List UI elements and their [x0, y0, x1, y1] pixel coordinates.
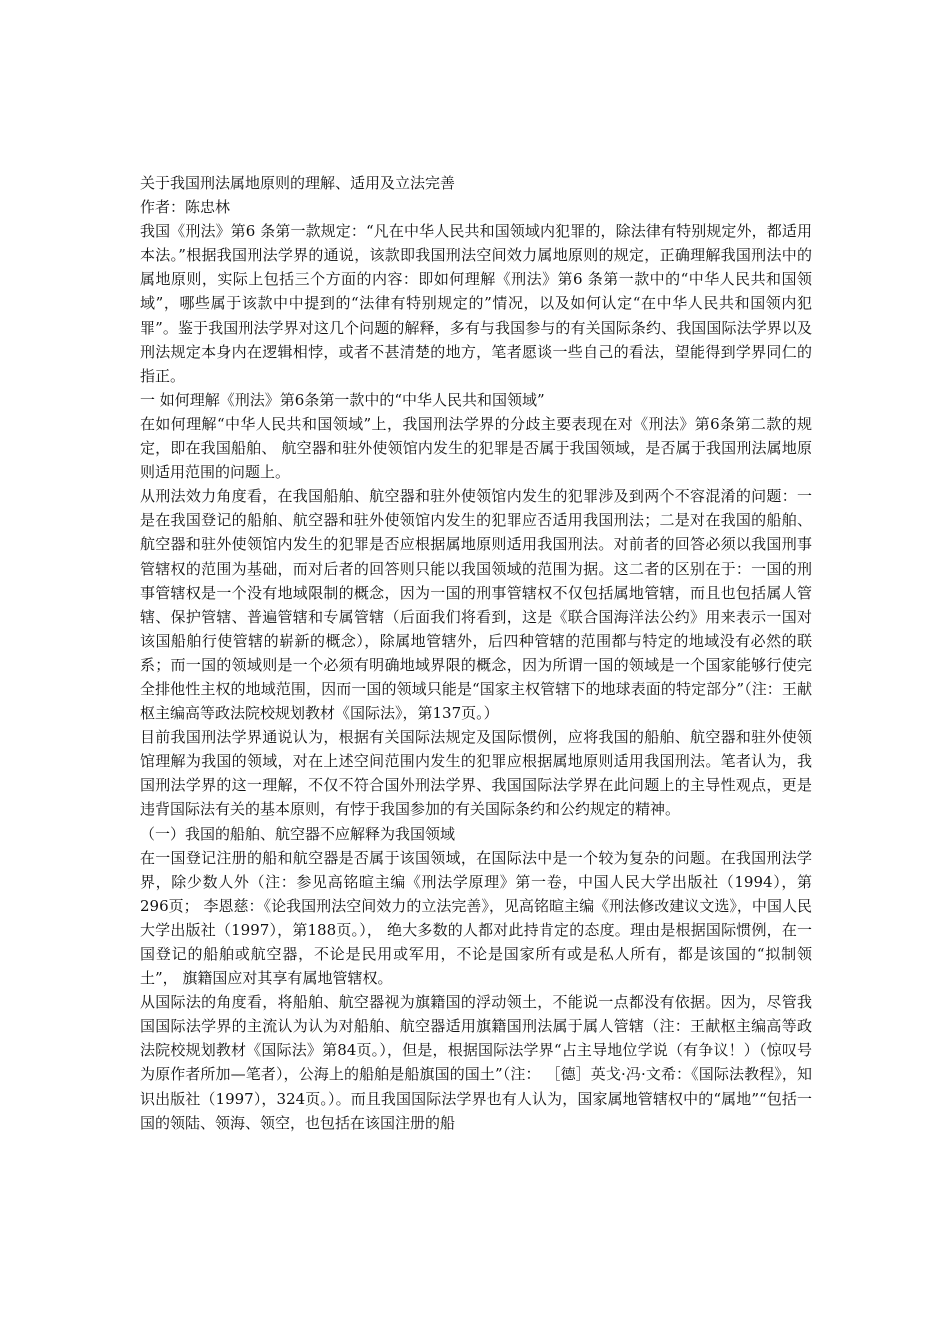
document-author: 作者：陈忠林 — [140, 198, 231, 217]
paragraph: 从国际法的角度看，将船舶、航空器视为旗籍国的浮动领土，不能说一点都没有依据。因为，尽管我国国际法学界的主流认为认为对船舶、航空器适用旗籍国刑法属于属人管辖（注：王献枢主编高等政法院校规划教材《国际法》第84页。），但是，根据国际法学界“占主导地位学说（有争议！）（惊叹号为原作者所加—笔者），公海上的船舶是船旗国的国土”（注： ［德］英戈·冯·文希：《国际法教程》，知识出版社（1997），324页。）。而且我国国际法学界也有人认为，国家属地管辖权中的“属地”“包括一国的领陆、领海、领空，也包括在该国注册的船 — [140, 993, 812, 1132]
paragraph: 我国《刑法》第6 条第一款规定：“凡在中华人民共和国领域内犯罪的，除法律有特别规定外，都适用本法。”根据我国刑法学界的通说，该款即我国刑法空间效力属地原则的规定，正确理解我国刑法中的属地原则，实际上包括三个方面的内容：即如何理解《刑法》第6 条第一款中的“中华人民共和国领域”，哪些属于该款中中提到的“法律有特别规定的”情况，以及如何认定“在中华人民共和国领内犯罪”。鉴于我国刑法学界对这几个问题的解释，多有与我国参与的有关国际条约、我国国际法学界以及刑法规定本身内在逻辑相悖，或者不甚清楚的地方，笔者愿谈一些自己的看法，望能得到学界同仁的指正。 — [140, 222, 812, 385]
document-body — [140, 171, 812, 1135]
section-heading: 一 如何理解《刑法》第6条第一款中的“中华人民共和国领域” — [140, 390, 545, 409]
document-title: 关于我国刑法属地原则的理解、适用及立法完善 — [140, 174, 456, 192]
paragraph: 在一国登记注册的船和航空器是否属于该国领域，在国际法中是一个较为复杂的问题。在我国刑法学界，除少数人外（注：参见高铭暄主编《刑法学原理》第一卷，中国人民大学出版社（1994），第296页； 李恩慈：《论我国刑法空间效力的立法完善》，见高铭暄主编《刑法修改建议文选》，中国人民大学出版社（1997），第188页。）， 绝大多数的人都对此持肯定的态度。理由是根据国际惯例，在一国登记的船舶或航空器，不论是民用或军用，不论是国家所有或是私人所有，都是该国的“拟制领土”， 旗籍国应对其享有属地管辖权。 — [140, 848, 812, 988]
paragraph: 目前我国刑法学界通说认为，根据有关国际法规定及国际惯例，应将我国的船舶、航空器和驻外使领馆理解为我国的领域，对在上述空间范围内发生的犯罪应根据属地原则适用我国刑法。笔者认为，我国刑法学界的这一理解，不仅不符合国外刑法学界、我国国际法学界在此问题上的主导性观点，更是违背国际法有关的基本原则，有悖于我国参加的有关国际条约和公约规定的精神。 — [140, 728, 812, 819]
paragraph: 在如何理解“中华人民共和国领域”上，我国刑法学界的分歧主要表现在对《刑法》第6条第二款的规定，即在我国船舶、 航空器和驻外使领馆内发生的犯罪是否属于我国领域，是否属于我国刑法属地原则适用范围的问题上。 — [140, 414, 812, 482]
subsection-heading: （一）我国的船舶、航空器不应解释为我国领域 — [140, 824, 456, 843]
paragraph: 从刑法效力角度看，在我国船舶、航空器和驻外使领馆内发生的犯罪涉及到两个不容混淆的问题：一是在我国登记的船舶、航空器和驻外使领馆内发生的犯罪应否适用我国刑法；二是对在我国的船舶、航空器和驻外使领馆内发生的犯罪是否应根据属地原则适用我国刑法。对前者的回答必须以我国刑事管辖权的范围为基础，而对后者的回答则只能以我国领域的范围为据。这二者的区别在于：一国的刑事管辖权是一个没有地域限制的概念，因为一国的刑事管辖权不仅包括属地管辖，而且也包括属人管辖、保护管辖、普遍管辖和专属管辖（后面我们将看到，这是《联合国海洋法公约》用来表示一国对该国船舶行使管辖的崭新的概念），除属地管辖外，后四种管辖的范围都与特定的地域没有必然的联系；而一国的领域则是一个必须有明确地域界限的概念，因为所谓一国的领域是一个国家能够行使完全排他性主权的地域范围，因而一国的领域只能是“国家主权管辖下的地球表面的特定部分”（注：王献枢主编高等政法院校规划教材《国际法》，第137页。） — [140, 487, 812, 723]
